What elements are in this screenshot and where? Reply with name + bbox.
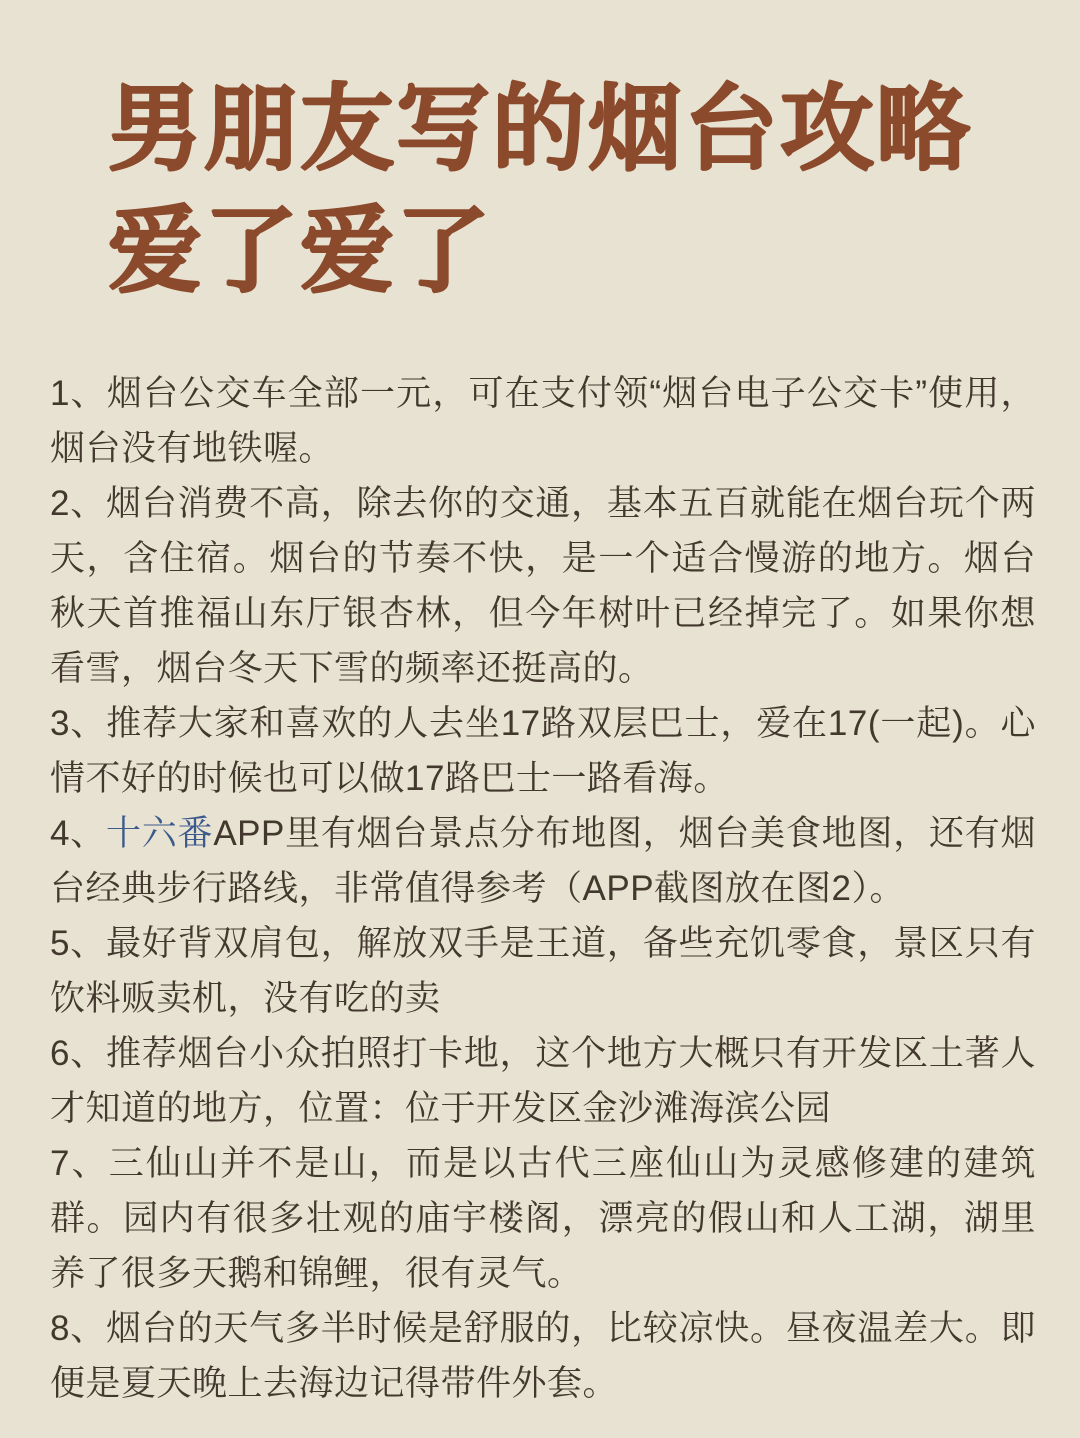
tip-text: 最好背双肩包，解放双手是王道，备些充饥零食，景区只有饮料贩卖机，没有吃的卖 (50, 924, 1036, 1019)
tip-number: 3、 (50, 704, 107, 744)
tip-text: APP里有烟台景点分布地图，烟台美食地图，还有烟台经典步行路线，非常值得参考（APP截图放在图2）。 (50, 814, 1036, 909)
tip-number: 8、 (50, 1309, 107, 1349)
tip-item-4 (50, 806, 1036, 916)
tip-text: 推荐大家和喜欢的人去坐17路双层巴士，爱在17(一起)。心情不好的时候也可以做17路巴士一路看海。 (50, 704, 1036, 799)
tip-number: 5、 (50, 924, 107, 964)
shiliufan-app-link[interactable]: 十六番 (106, 814, 214, 854)
page-title (108, 68, 1036, 312)
title-line-2: 爱了爱了 (108, 198, 493, 304)
tip-number: 1、 (50, 374, 107, 414)
tip-text: 三仙山并不是山，而是以古代三座仙山为灵感修建的建筑群。园内有很多壮观的庙宇楼阁，漂亮的假山和人工湖，湖里养了很多天鹅和锦鲤，很有灵气。 (50, 1144, 1036, 1294)
tip-number: 4、 (50, 814, 107, 854)
tip-item-5 (50, 916, 1036, 1026)
tip-number: 7、 (50, 1144, 109, 1184)
title-line-1: 男朋友写的烟台攻略 (108, 76, 973, 181)
tip-item-1 (50, 366, 1036, 476)
tip-text: 烟台的天气多半时候是舒服的，比较凉快。昼夜温差大。即便是夏天晚上去海边记得带件外套。 (50, 1309, 1036, 1404)
tip-text: 烟台消费不高，除去你的交通，基本五百就能在烟台玩个两天，含住宿。烟台的节奏不快，是一个适合慢游的地方。烟台秋天首推福山东厅银杏林，但今年树叶已经掉完了。如果你想看雪，烟台冬天下雪的频率还挺高的。 (50, 484, 1036, 689)
tip-item-8 (50, 1301, 1036, 1411)
tip-item-2 (50, 476, 1036, 696)
tips-list (50, 366, 1036, 1411)
tip-text: 烟台公交车全部一元，可在支付领“烟台电子公交卡”使用，烟台没有地铁喔。 (50, 374, 1036, 469)
tip-number: 2、 (50, 484, 107, 524)
tip-number: 6、 (50, 1034, 107, 1074)
tip-item-3 (50, 696, 1036, 806)
tip-text: 推荐烟台小众拍照打卡地，这个地方大概只有开发区土著人才知道的地方，位置：位于开发区金沙滩海滨公园 (50, 1034, 1036, 1129)
tip-item-6 (50, 1026, 1036, 1136)
tip-item-7 (50, 1136, 1036, 1301)
